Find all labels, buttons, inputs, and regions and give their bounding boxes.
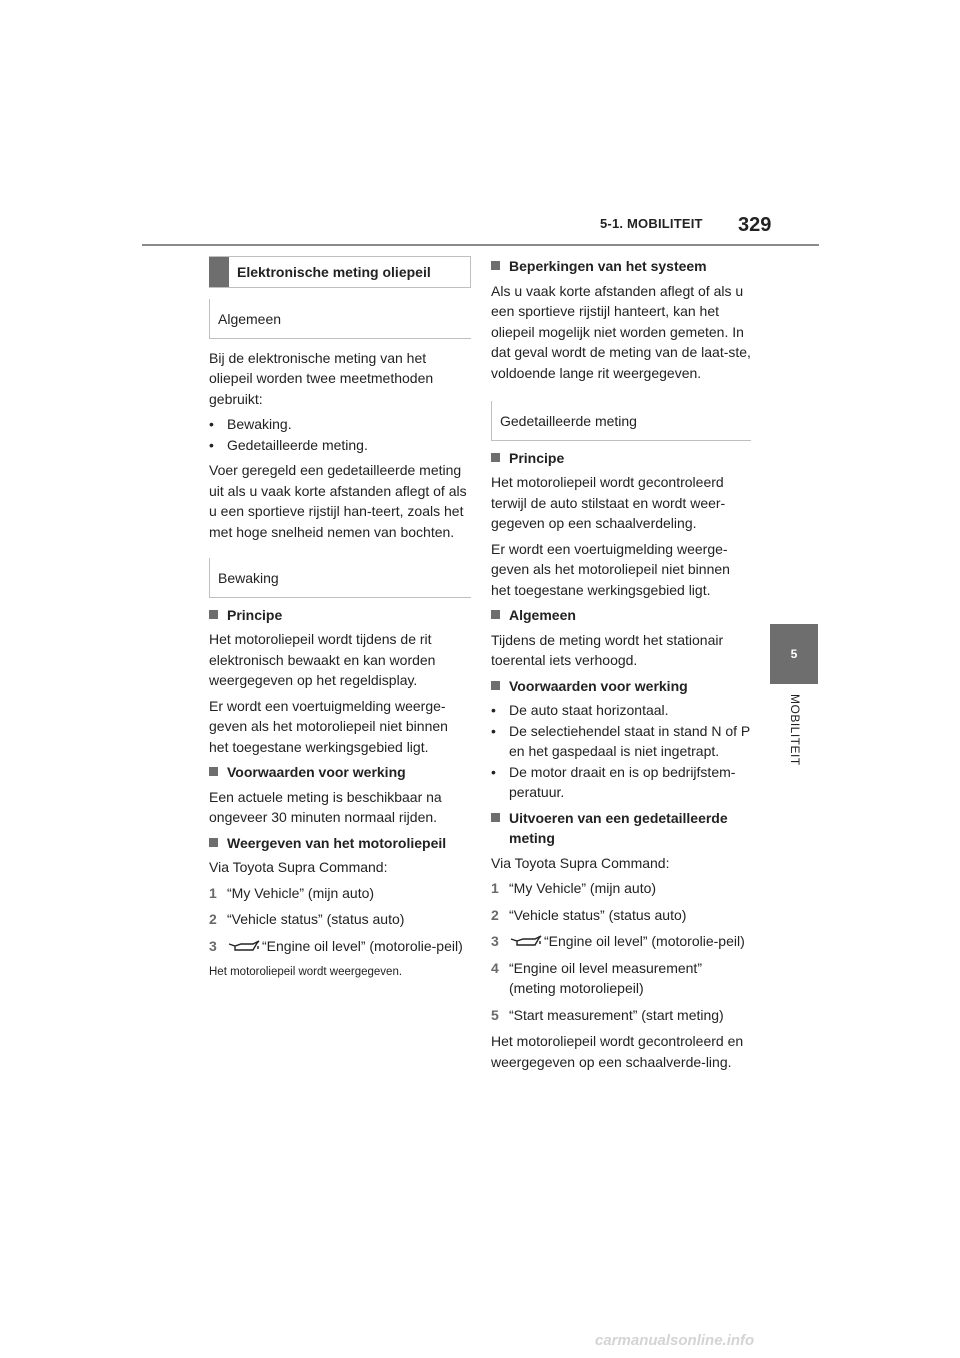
- section-bar: [209, 257, 229, 287]
- intro-text: Bij de elektronische meting van het oliepeil worden twee meetmethoden gebruikt:: [209, 349, 434, 407]
- via-text: Via Toyota Supra Command:: [491, 854, 670, 871]
- step: 1 “My Vehicle” (mijn auto): [491, 880, 657, 896]
- list-item: • De auto staat horizontaal.: [491, 702, 669, 718]
- list-item: • De selectiehendel staat in stand N of P en het gaspedaal is niet ingetrapt.: [491, 722, 751, 759]
- square-bullet-icon: [491, 813, 500, 822]
- list-item: • Bewaking.: [209, 414, 471, 435]
- step: 4 “Engine oil level measurement” (meting motoroliepeil): [491, 959, 702, 996]
- section-title: 5-1. MOBILITEIT: [600, 216, 703, 231]
- header-rule: [142, 244, 819, 246]
- advice-text: Voer geregeld een gedetailleerde meting uit als u vaak korte afstanden aflegt of als u een sportieve rijstijl han-teert, zoals het met hoge snelheid nemen van bochten.: [209, 462, 467, 540]
- step: 2 “Vehicle status” (status auto): [209, 911, 405, 927]
- result-text: Het motoroliepeil wordt weergegeven.: [209, 966, 403, 978]
- square-bullet-icon: [209, 838, 218, 847]
- square-bullet-icon: [209, 767, 218, 776]
- square-bullet-icon: [491, 681, 500, 690]
- list-item: • Gedetailleerde meting.: [209, 435, 471, 456]
- heading-uitvoeren: Uitvoeren van een gedetailleerde meting: [491, 808, 751, 849]
- voorwaarden-text: Een actuele meting is beschikbaar na ongeveer 30 minuten normaal rijden.: [209, 788, 442, 825]
- subsection-algemeen: Algemeen: [209, 299, 471, 339]
- subsection-gedetailleerde-meting: Gedetailleerde meting: [491, 401, 751, 441]
- oil-can-icon: [509, 935, 543, 949]
- heading-voorwaarden: Voorwaarden voor werking: [491, 676, 751, 697]
- step: 3 “Engine oil level” (motorolie-peil): [491, 933, 745, 949]
- square-bullet-icon: [491, 453, 500, 462]
- heading-beperkingen: Beperkingen van het systeem: [491, 256, 751, 277]
- via-text: Via Toyota Supra Command:: [209, 859, 388, 875]
- watermark: carmanualsonline.info: [595, 1332, 755, 1349]
- algemeen-text: Tijdens de meting wordt het stationair toerental iets verhoogd.: [491, 631, 724, 668]
- step: 1 “My Vehicle” (mijn auto): [209, 884, 375, 901]
- bullet-text: Bewaking.: [227, 416, 292, 432]
- beperkingen-text: Als u vaak korte afstanden aflegt of als u een sportieve rijstijl hanteert, kan het oliepeil mogelijk niet worden gemeten. In dat geval wordt de meting van de laat-ste, voldoende lange rit weergegeven.: [491, 282, 751, 381]
- square-bullet-icon: [491, 261, 500, 270]
- result-text: Het motoroliepeil wordt gecontroleerd en weergegeven op een schaalverde-ling.: [491, 1033, 744, 1070]
- melding-text: Er wordt een voertuigmelding weerge-geven als het motoroliepeil niet binnen het toegestane werkingsgebied ligt.: [209, 697, 448, 755]
- section-heading: Elektronische meting oliepeil: [237, 263, 431, 280]
- heading-principe: Principe: [209, 605, 471, 626]
- heading-principe: Principe: [491, 448, 751, 469]
- square-bullet-icon: [209, 610, 218, 619]
- chapter-tab: 5: [770, 624, 818, 684]
- square-bullet-icon: [491, 610, 500, 619]
- right-column: [491, 256, 751, 1077]
- page-number: 329: [738, 214, 772, 236]
- subsection-bewaking: Bewaking: [209, 558, 471, 598]
- bullet-text: Gedetailleerde meting.: [227, 436, 368, 453]
- list-item: • De motor draait en is op bedrijfstem-peratuur.: [491, 763, 736, 800]
- heading-voorwaarden: Voorwaarden voor werking: [209, 762, 471, 783]
- step: 3 “Engine oil level” (motorolie-peil): [209, 937, 463, 954]
- heading-weergeven: Weergeven van het motoroliepeil: [209, 833, 471, 854]
- melding-text: Er wordt een voertuigmelding weerge-geven als het motoroliepeil niet binnen het toegestane werkingsgebied ligt.: [491, 540, 730, 598]
- heading-algemeen: Algemeen: [491, 605, 751, 626]
- oil-can-icon: [227, 940, 261, 954]
- step: 2 “Vehicle status” (status auto): [491, 906, 687, 923]
- principe-text: Het motoroliepeil wordt tijdens de rit elektronisch bewaakt en kan worden weergegeven op het regeldisplay.: [209, 631, 436, 688]
- principe-text: Het motoroliepeil wordt gecontroleerd terwijl de auto stilstaat en wordt weer-gegeven op een schaalverdeling.: [491, 474, 726, 531]
- section-box: [209, 256, 471, 288]
- chapter-label: MOBILITEIT: [788, 694, 802, 766]
- step: 5 “Start measurement” (start meting): [491, 1006, 724, 1023]
- left-column: [209, 256, 471, 988]
